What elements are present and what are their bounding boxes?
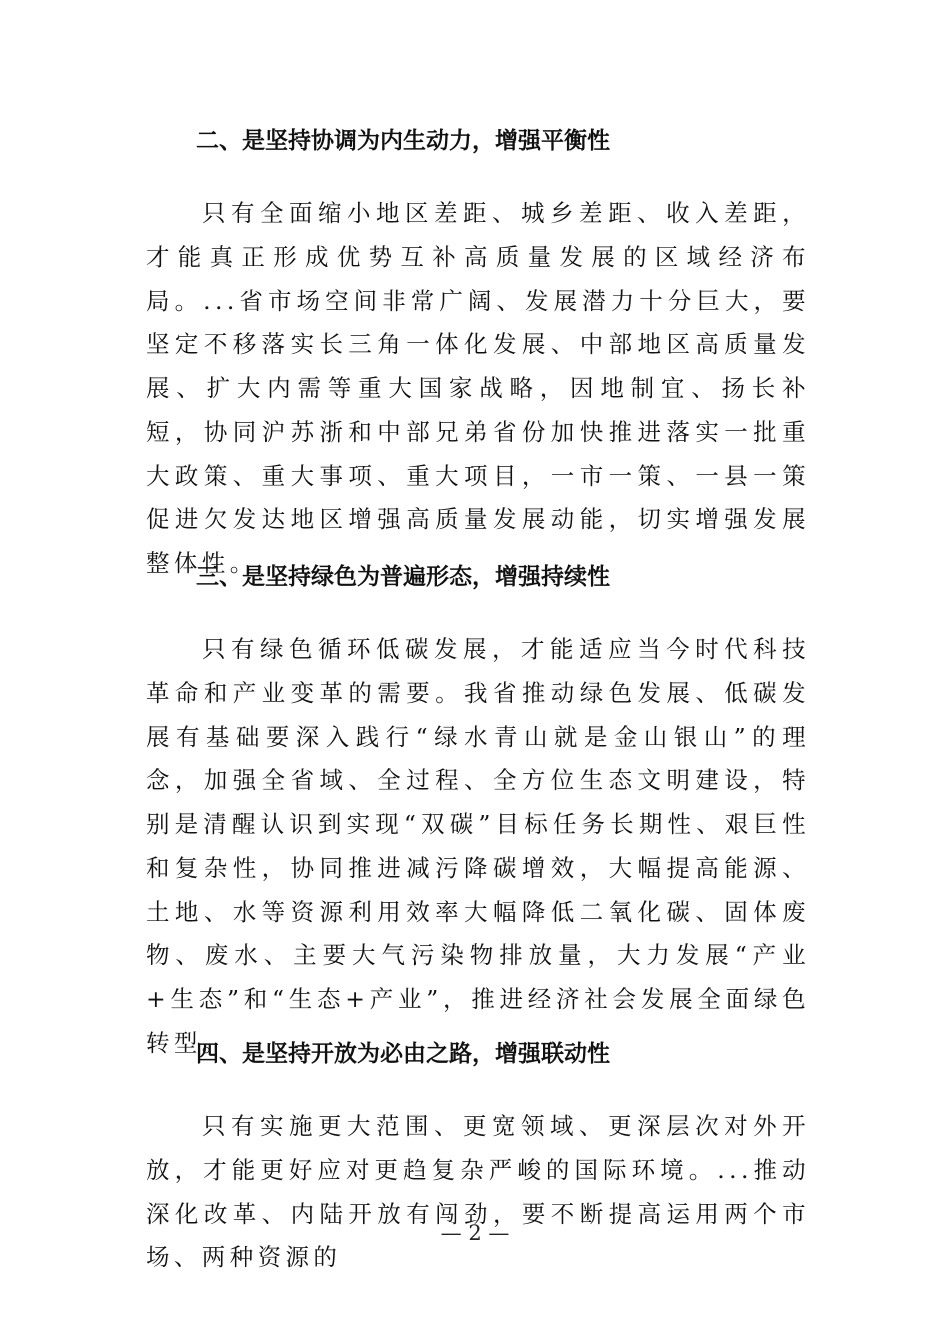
- section-paragraph: 只有全面缩小地区差距、城乡差距、收入差距，才能真正形成优势互补高质量发展的区域经济布局。...省市场空间非常广阔、发展潜力十分巨大，要坚定不移落实长三角一体化发展、中部地区高质量发展、扩大内需等重大国家战略，因地制宜、扬长补短，协同沪苏浙和中部兄弟省份加快推进落实一批重大政策、重大事项、重大项目，一市一策、一县一策促进欠发达地区增强高质量发展动能，切实增强发展整体性。: [146, 199, 810, 577]
- section-heading: 四、是坚持开放为必由之路，增强联动性: [196, 1041, 610, 1067]
- section-2: [146, 125, 810, 586]
- section-paragraph: 只有实施更大范围、更宽领域、更深层次对外开放，才能更好应对更趋复杂严峻的国际环境。...推动深化改革、内陆开放有闯劲，要不断提高运用两个市场、两种资源的: [146, 1112, 810, 1272]
- section-paragraph: 只有绿色循环低碳发展，才能适应当今时代科技革命和产业变革的需要。我省推动绿色发展、低碳发展有基础要深入践行“绿水青山就是金山银山”的理念，加强全省域、全过程、全方位生态文明建设，特别是清醒认识到实现“双碳”目标任务长期性、艰巨性和复杂性，协同推进减污降碳增效，大幅提高能源、土地、水等资源利用效率大幅降低二氧化碳、固体废物、废水、主要大气污染物排放量，大力发展“产业+生态”和“生态+产业”，推进经济社会发展全面绿色转型。: [146, 635, 810, 1057]
- section-heading: 三、是坚持绿色为普遍形态，增强持续性: [196, 564, 610, 590]
- section-3: [146, 561, 810, 1066]
- page-number: — 2 —: [440, 1221, 510, 1245]
- section-heading: 二、是坚持协调为内生动力，增强平衡性: [196, 128, 610, 154]
